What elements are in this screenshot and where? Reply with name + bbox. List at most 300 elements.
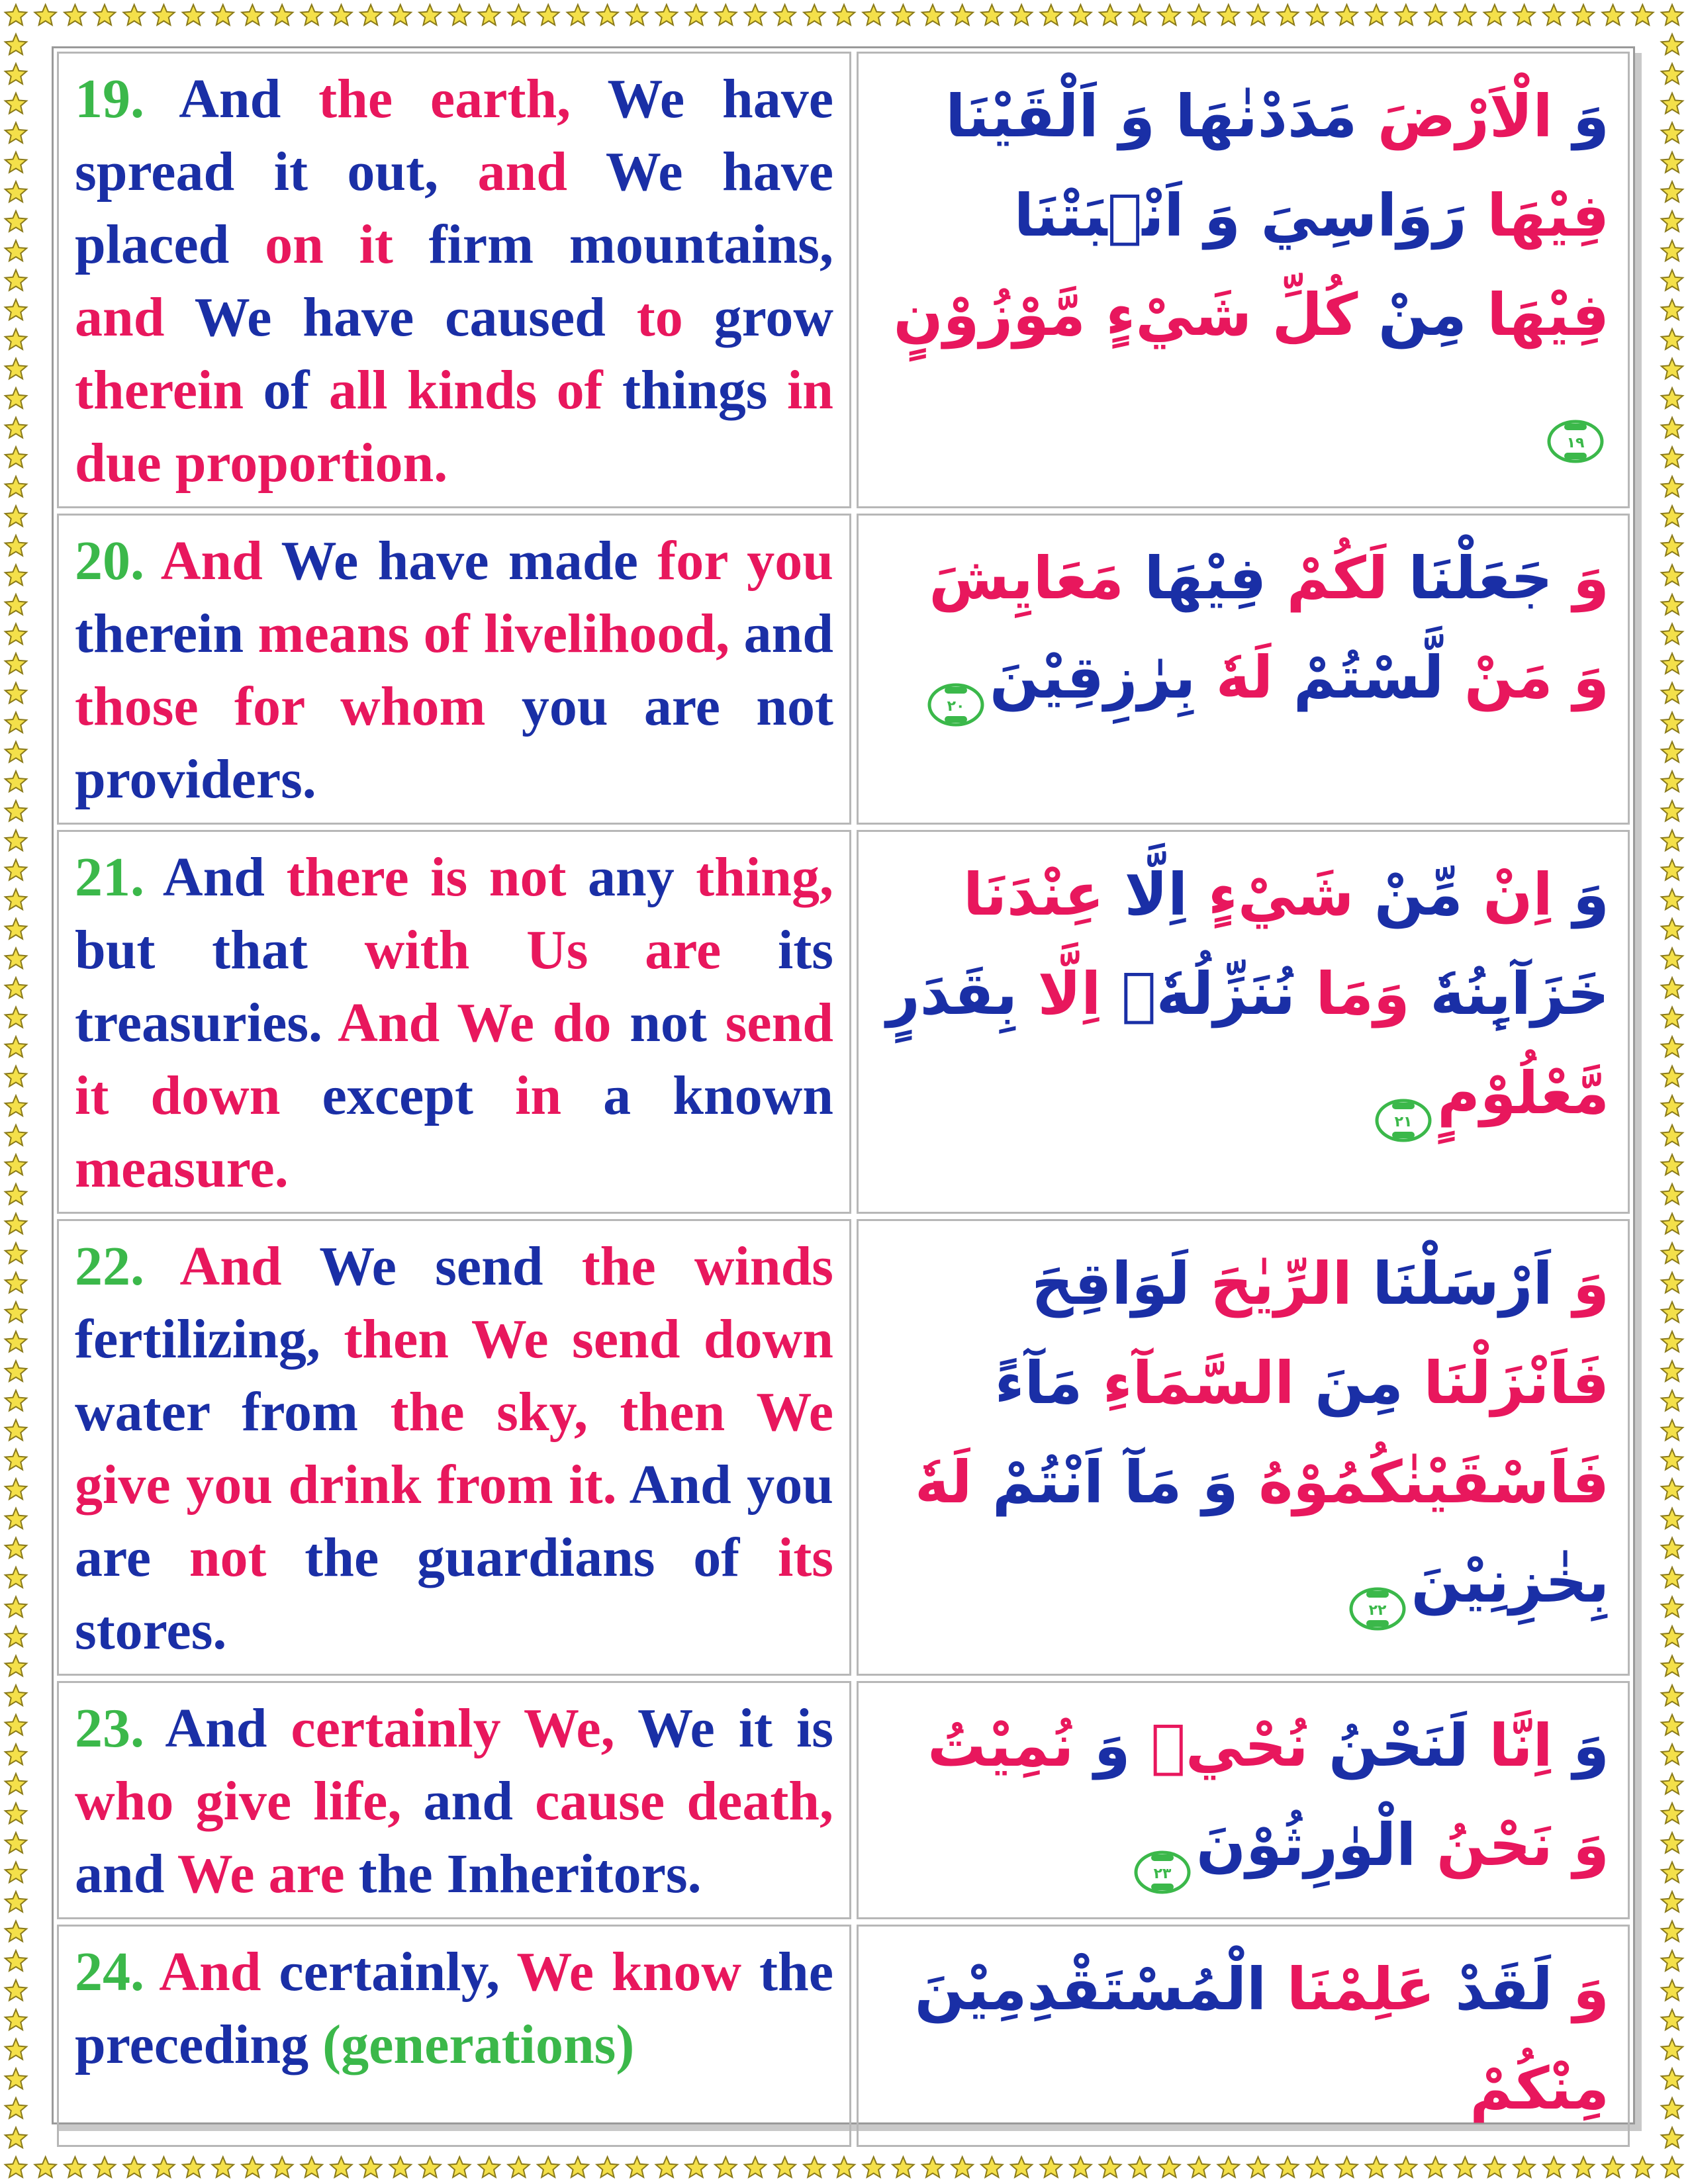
english-segment: a known (561, 1065, 834, 1126)
star-icon (35, 2157, 56, 2177)
english-segment: And (144, 1236, 320, 1297)
english-segment: not (611, 992, 726, 1054)
arabic-text (857, 1681, 1630, 1919)
star-icon (242, 5, 263, 25)
star-icon (1454, 5, 1476, 25)
star-icon (1543, 2157, 1564, 2177)
star-icon (5, 1066, 26, 1087)
star-icon (5, 1862, 26, 1883)
star-icon (1662, 122, 1683, 143)
star-icon (1454, 2157, 1476, 2177)
english-segment: cause death, (535, 1770, 834, 1832)
star-icon (5, 1184, 26, 1205)
verse-row (57, 1219, 1630, 1676)
star-icon (1070, 5, 1091, 25)
svg-text:٢١: ٢١ (1394, 1114, 1413, 1131)
english-segment: the preceding (75, 1941, 833, 2075)
star-icon (1662, 64, 1683, 84)
star-icon (1158, 2157, 1180, 2177)
star-icon (1662, 2098, 1683, 2118)
star-icon (5, 122, 26, 143)
star-icon (1662, 1567, 1683, 1588)
star-icon (1395, 5, 1417, 25)
star-icon (5, 1715, 26, 1735)
arabic-segment: وَ (1552, 1955, 1609, 2023)
star-icon (1662, 1833, 1683, 1853)
star-icon (1662, 1302, 1683, 1322)
star-icon (1662, 948, 1683, 969)
arabic-segment: مِّنْ (1354, 860, 1463, 929)
star-icon (5, 535, 26, 556)
star-icon (1662, 712, 1683, 733)
star-icon (5, 1420, 26, 1440)
star-icon (5, 477, 26, 497)
star-icon (1662, 1214, 1683, 1234)
arabic-segment: السَّمَآءِ (1082, 1349, 1295, 1417)
ayah-end-marker-icon (1374, 1074, 1433, 1131)
star-icon (1484, 5, 1505, 25)
arabic-segment: فِيْهَا (1123, 544, 1267, 612)
star-icon (5, 1095, 26, 1116)
star-icon (1662, 1420, 1683, 1440)
star-icon (5, 1302, 26, 1322)
english-segment: We it is (614, 1698, 833, 1759)
english-segment: on it (265, 214, 393, 275)
star-icon (1662, 1036, 1683, 1057)
star-icon (330, 2157, 352, 2177)
star-icon (1662, 211, 1683, 232)
arabic-segment: مَّوْزُوْنٍ (893, 281, 1086, 349)
star-icon (1662, 359, 1683, 379)
star-icon (1662, 565, 1683, 585)
english-segment: measure. (75, 1138, 289, 1199)
english-segment: (generations) (322, 2014, 635, 2075)
star-icon (1307, 5, 1328, 25)
english-segment: the guardians of (266, 1527, 778, 1588)
star-icon (5, 594, 26, 615)
star-icon (1632, 2157, 1653, 2177)
star-icon (1366, 2157, 1387, 2177)
star-icon (508, 2157, 529, 2177)
star-icon (1662, 1361, 1683, 1381)
star-icon (1041, 2157, 1062, 2177)
star-icon (1011, 5, 1032, 25)
arabic-segment: وَمَا (1295, 960, 1410, 1028)
star-icon (479, 5, 500, 25)
verse-row (57, 1681, 1630, 1919)
english-segment: not (189, 1527, 267, 1588)
star-icon (5, 860, 26, 880)
star-icon (5, 181, 26, 202)
star-icon (1662, 2157, 1683, 2177)
star-icon (5, 2098, 26, 2118)
arabic-segment: عِنْدَنَا (962, 860, 1104, 929)
star-icon (1662, 1774, 1683, 1794)
star-icon (449, 2157, 470, 2177)
verse-row (57, 1925, 1630, 2147)
english-segment: and (401, 1770, 536, 1832)
star-icon (5, 1656, 26, 1676)
star-icon (153, 2157, 174, 2177)
star-icon (212, 5, 234, 25)
english-segment: and (729, 603, 834, 664)
star-icon (5, 93, 26, 114)
star-icon (5, 1007, 26, 1028)
svg-text:٢٢: ٢٢ (1368, 1602, 1387, 1619)
star-icon (5, 712, 26, 733)
star-icon (1662, 801, 1683, 821)
star-icon (1662, 1479, 1683, 1499)
english-translation (57, 1925, 851, 2147)
star-icon (5, 653, 26, 674)
english-segment: the winds (581, 1236, 833, 1297)
star-icon (5, 1921, 26, 1942)
star-icon (745, 5, 766, 25)
arabic-segment: الْمُسْتَقْدِمِيْنَ (914, 1955, 1267, 2023)
arabic-segment: نُنَزِّلُهٗۤ (1101, 960, 1295, 1028)
english-translation (57, 52, 851, 508)
english-segment: grow (682, 287, 833, 348)
arabic-segment: الْوٰرِثُوْنَ (1196, 1811, 1417, 1879)
english-segment: the Inheritors. (344, 1843, 702, 1905)
verse-number: 20. (75, 530, 144, 592)
star-icon (5, 506, 26, 526)
arabic-segment: عَلِمْنَا (1266, 1955, 1435, 2023)
star-icon (5, 1685, 26, 1706)
star-icon (1662, 1715, 1683, 1735)
star-icon (1662, 978, 1683, 998)
svg-text:١٩: ١٩ (1566, 435, 1585, 452)
star-icon (5, 948, 26, 969)
arabic-segment: اِنَّا (1468, 1711, 1553, 1780)
star-icon (5, 742, 26, 762)
arabic-segment: وَ مَآ (1103, 1448, 1239, 1516)
english-segment: And We do (338, 992, 612, 1054)
english-segment: therein (75, 603, 258, 664)
english-segment: send it down (75, 992, 833, 1126)
english-segment: We know (516, 1941, 742, 2003)
star-icon (981, 5, 1002, 25)
star-icon (5, 1538, 26, 1559)
star-icon (1662, 535, 1683, 556)
english-segment: its (778, 1527, 833, 1588)
star-icon (242, 2157, 263, 2177)
star-icon (1662, 889, 1683, 909)
star-icon (5, 211, 26, 232)
star-icon (1662, 2009, 1683, 2030)
star-icon (5, 2039, 26, 2060)
star-icon (922, 5, 943, 25)
star-icon (1366, 5, 1387, 25)
arabic-segment: لَهٗ (914, 1448, 972, 1516)
star-icon (5, 152, 26, 173)
arabic-segment: وَ (1552, 1711, 1609, 1780)
star-icon (5, 418, 26, 438)
star-icon (1662, 1597, 1683, 1617)
arabic-segment: وَ (1552, 82, 1609, 150)
star-icon (804, 2157, 825, 2177)
star-icon (774, 2157, 796, 2177)
english-segment: all kinds of (328, 359, 603, 421)
verses-table (52, 46, 1635, 2152)
star-icon (5, 978, 26, 998)
star-icon (745, 2157, 766, 2177)
star-icon (94, 5, 115, 25)
arabic-segment: كُلِّ شَيْءٍ (1085, 281, 1358, 349)
arabic-segment: اَلْقَيْنَا (945, 82, 1099, 150)
star-icon (1662, 1154, 1683, 1175)
star-icon (1662, 1332, 1683, 1352)
english-translation (57, 830, 851, 1214)
star-icon (1662, 1273, 1683, 1293)
star-icon (1662, 1862, 1683, 1883)
star-icon (5, 889, 26, 909)
star-icon (596, 2157, 618, 2177)
star-icon (1662, 1950, 1683, 1971)
arabic-text (857, 830, 1630, 1214)
star-icon (390, 2157, 411, 2177)
english-segment: We have made (281, 530, 658, 592)
arabic-segment: فَاَنْزَلْنَا (1403, 1349, 1609, 1417)
arabic-segment: مِنْ (1358, 281, 1467, 349)
star-icon (1662, 1921, 1683, 1942)
verse-number: 19. (75, 68, 144, 130)
star-icon (656, 2157, 677, 2177)
star-icon (5, 2009, 26, 2030)
arabic-segment: بِقَدَرٍ (886, 960, 1017, 1028)
star-icon (1247, 2157, 1268, 2177)
star-icon (1336, 2157, 1357, 2177)
arabic-segment: وَ (1552, 860, 1609, 929)
verse-row (57, 514, 1630, 825)
star-icon (1041, 5, 1062, 25)
arabic-segment: لَقَدْ (1434, 1955, 1553, 2023)
star-icon (1662, 1066, 1683, 1087)
english-segment: We have spread it out, (75, 68, 833, 203)
star-icon (626, 2157, 647, 2177)
star-icon (1425, 2157, 1446, 2177)
star-icon (5, 1243, 26, 1263)
english-segment: you are not providers. (75, 676, 833, 810)
star-icon (1218, 2157, 1239, 2177)
star-icon (330, 5, 352, 25)
star-icon (1662, 1449, 1683, 1470)
star-icon (5, 1154, 26, 1175)
star-icon (1129, 2157, 1150, 2177)
star-icon (685, 5, 706, 25)
star-icon (360, 5, 381, 25)
arabic-segment: الرِّيٰحَ (1190, 1250, 1352, 1318)
star-icon (1662, 388, 1683, 408)
arabic-segment: جَعَلْنَا (1388, 544, 1553, 612)
english-segment: We have placed (75, 141, 833, 275)
star-icon (1513, 5, 1534, 25)
star-icon (1662, 1744, 1683, 1764)
star-icon (1603, 5, 1624, 25)
english-translation (57, 1681, 851, 1919)
star-icon (892, 2157, 914, 2177)
arabic-segment: فَاَسْقَيْنٰكُمُوْهُ (1238, 1448, 1609, 1516)
star-icon (1662, 240, 1683, 261)
star-icon (449, 5, 470, 25)
star-icon (1662, 34, 1683, 55)
star-icon (419, 2157, 440, 2177)
english-segment: means of livelihood, (258, 603, 730, 664)
english-segment: certainly, (279, 1941, 517, 2003)
star-icon (538, 2157, 559, 2177)
arabic-segment: اَنْۢبَتْنَا (1013, 181, 1184, 250)
english-segment: We have caused (164, 287, 637, 348)
star-icon (5, 1597, 26, 1617)
arabic-segment: رَوَاسِيَ وَ (1184, 181, 1467, 250)
star-icon (5, 1361, 26, 1381)
star-icon (5, 2157, 26, 2177)
arabic-text (857, 1925, 1630, 2147)
star-icon (922, 2157, 943, 2177)
star-icon (301, 5, 322, 25)
star-icon (656, 5, 677, 25)
verse-number: 22. (75, 1236, 144, 1297)
star-icon (1662, 1656, 1683, 1676)
star-icon (1662, 5, 1683, 25)
arabic-text (857, 514, 1630, 825)
star-icon (1662, 1980, 1683, 2001)
verse-row (57, 52, 1630, 508)
arabic-segment: مِنْكُمْ (1470, 2054, 1609, 2122)
star-icon (1573, 2157, 1594, 2177)
star-icon (5, 683, 26, 704)
star-icon (1100, 5, 1121, 25)
star-icon (5, 2128, 26, 2148)
star-icon (5, 270, 26, 291)
star-icon (1662, 1243, 1683, 1263)
star-icon (1662, 1891, 1683, 1912)
english-segment: and (477, 141, 567, 203)
arabic-segment: مَّعْلُوْمٍ (1437, 1059, 1609, 1127)
english-segment: We send (319, 1236, 582, 1297)
arabic-segment: وَ مَنْ (1444, 643, 1609, 711)
star-icon (685, 2157, 706, 2177)
star-icon (804, 5, 825, 25)
star-icon (419, 5, 440, 25)
star-icon (212, 2157, 234, 2177)
star-icon (1662, 653, 1683, 674)
english-segment: to (636, 287, 683, 348)
star-icon (1188, 5, 1209, 25)
star-icon (479, 2157, 500, 2177)
arabic-segment: الْاَرْضَ (1357, 82, 1553, 150)
star-icon (5, 5, 26, 25)
star-icon (5, 801, 26, 821)
english-segment: then We send down (344, 1308, 833, 1370)
star-icon (5, 1390, 26, 1411)
star-icon (1662, 830, 1683, 850)
english-segment: who give life, (75, 1770, 402, 1832)
star-icon (1662, 2039, 1683, 2060)
arabic-segment: مَآءً (994, 1349, 1083, 1417)
ayah-end-marker-icon (926, 659, 986, 715)
english-segment: certainly We, (291, 1698, 615, 1759)
english-segment: in due proportion. (75, 359, 833, 494)
star-icon (5, 1273, 26, 1293)
arabic-segment: فِيْهَا (1466, 181, 1609, 250)
ayah-end-marker-icon (1133, 1826, 1192, 1883)
star-icon (271, 5, 293, 25)
star-icon (1662, 1095, 1683, 1116)
english-segment: but that (75, 919, 365, 981)
arabic-segment: وَ (1552, 544, 1609, 612)
star-icon (1336, 5, 1357, 25)
star-icon (1662, 1007, 1683, 1028)
star-icon (5, 34, 26, 55)
star-icon (1484, 2157, 1505, 2177)
star-icon (833, 2157, 855, 2177)
star-icon (1011, 2157, 1032, 2177)
star-icon (1543, 5, 1564, 25)
english-segment: and (75, 1843, 177, 1905)
arabic-segment: مَعَايِشَ (929, 544, 1124, 612)
star-icon (5, 919, 26, 939)
star-icon (1425, 5, 1446, 25)
arabic-segment: نُمِيْتُ (927, 1711, 1074, 1780)
verse-number: 24. (75, 1941, 144, 2003)
arabic-segment: اَنْتُمْ (972, 1448, 1104, 1516)
star-icon (596, 5, 618, 25)
verse-number: 23. (75, 1698, 144, 1759)
star-icon (1070, 2157, 1091, 2177)
arabic-segment: مَدَدْنٰهَا وَ (1098, 82, 1358, 150)
star-icon (1603, 2157, 1624, 2177)
star-icon (94, 2157, 115, 2177)
arabic-segment: لَنَحْنُ (1308, 1711, 1469, 1780)
english-segment: the sky, then We give you drink from it. (75, 1381, 833, 1516)
english-segment: its treasuries. (75, 919, 833, 1054)
star-icon (5, 447, 26, 467)
star-icon (1662, 1508, 1683, 1529)
star-icon (863, 5, 884, 25)
star-icon (1662, 1184, 1683, 1205)
star-icon (567, 5, 588, 25)
arabic-text (857, 1219, 1630, 1676)
star-icon (5, 388, 26, 408)
star-icon (5, 830, 26, 850)
star-icon (5, 300, 26, 320)
english-segment: of (244, 359, 329, 421)
arabic-segment: شَيْءٍ (1188, 860, 1354, 929)
star-icon (124, 5, 145, 25)
english-segment: except (280, 1065, 516, 1126)
english-segment: And you are (75, 1454, 833, 1588)
star-icon (1662, 477, 1683, 497)
ayah-end-marker-icon (1348, 1563, 1407, 1619)
svg-text:٢٣: ٢٣ (1153, 1866, 1172, 1883)
star-icon (1662, 594, 1683, 615)
star-icon (5, 1950, 26, 1971)
arabic-text (857, 52, 1630, 508)
english-segment: And (144, 1941, 279, 2003)
arabic-segment: نُحْيٖ (1130, 1711, 1309, 1780)
english-segment: in (515, 1065, 562, 1126)
star-icon (715, 2157, 736, 2177)
star-icon (5, 1774, 26, 1794)
english-segment: any (566, 846, 696, 908)
star-icon (390, 5, 411, 25)
star-icon (5, 1833, 26, 1853)
star-icon (1662, 506, 1683, 526)
star-icon (5, 1744, 26, 1764)
arabic-segment: لَوَاقِحَ (1031, 1250, 1190, 1318)
arabic-segment: اِلَّا (1017, 960, 1102, 1028)
